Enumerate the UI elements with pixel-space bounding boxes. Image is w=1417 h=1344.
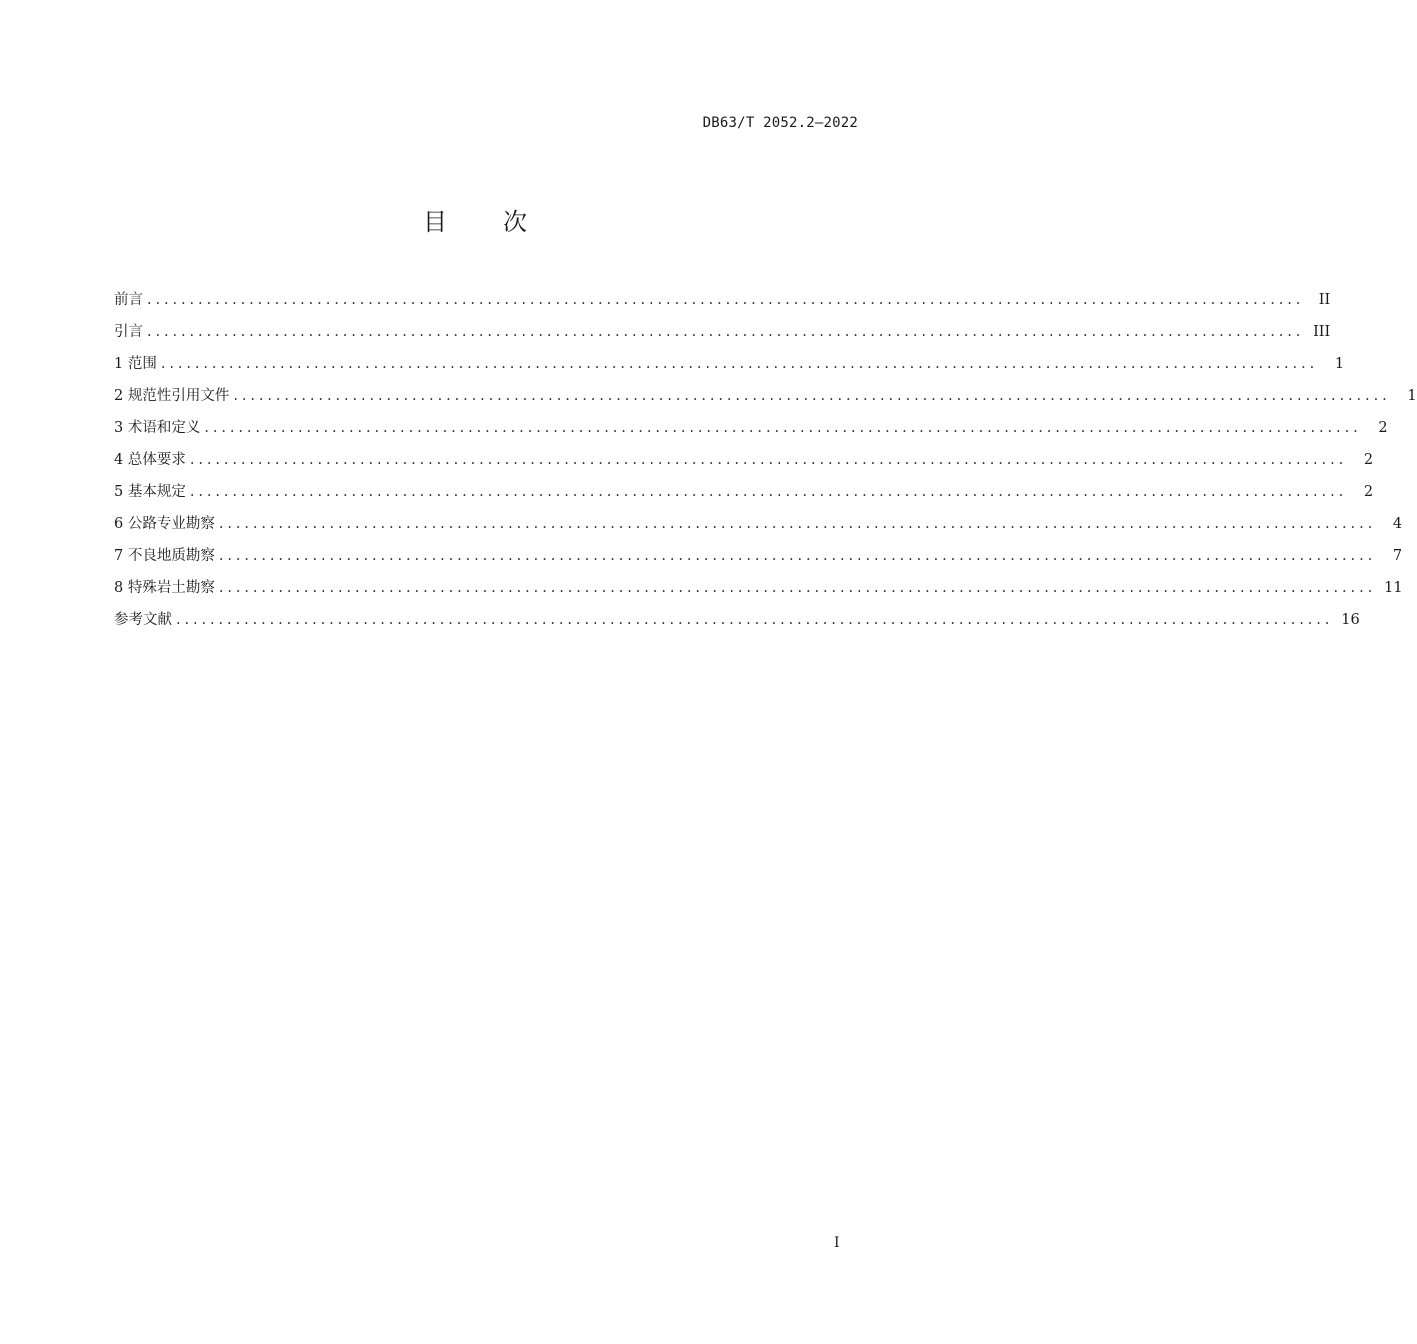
toc-entry-label: 参考文献 [114,612,172,628]
toc-entry-page: 2 [1378,420,1388,436]
toc-entry-scope[interactable] [114,352,1345,384]
toc-entry-label: 4 总体要求 [114,452,186,468]
leader-dots: ........................................................................................................................................ [147,324,1305,340]
toc-entry-page: II [1318,292,1331,308]
table-of-contents [114,288,1417,640]
leader-dots: ........................................................................................................................................ [160,356,1319,372]
leader-dots: ........................................................................................................................................ [176,612,1334,628]
toc-entry-highway-survey[interactable] [114,512,1403,544]
toc-entry-page: 16 [1341,612,1360,628]
standard-code: DB63/T 2052.2—2022 [702,115,858,131]
toc-entry-foreword[interactable] [114,288,1331,320]
toc-entry-special-soil[interactable] [114,576,1403,608]
leader-dots: ........................................................................................................................................ [233,388,1391,404]
leader-dots: ........................................................................................................................................ [147,292,1305,308]
page-title [0,202,950,237]
leader-dots: ........................................................................................................................................ [218,516,1377,532]
toc-entry-terms[interactable] [114,416,1388,448]
toc-entry-general-requirements[interactable] [114,448,1374,480]
toc-entry-page: III [1313,324,1331,340]
toc-entry-label: 1 范围 [114,356,157,372]
title-char-1: 目 [423,208,447,236]
toc-entry-page: 7 [1392,548,1403,564]
leader-dots: ........................................................................................................................................ [204,420,1362,436]
toc-entry-page: 1 [1407,388,1417,404]
toc-entry-basic-provisions[interactable] [114,480,1374,512]
toc-entry-label: 5 基本规定 [114,484,186,500]
title-char-2: 次 [503,208,527,236]
toc-entry-label: 前言 [114,292,143,308]
toc-entry-label: 2 规范性引用文件 [114,388,230,404]
leader-dots: ........................................................................................................................................ [218,580,1377,596]
toc-entry-label: 引言 [114,324,143,340]
toc-entry-label: 6 公路专业勘察 [114,516,215,532]
toc-entry-introduction[interactable] [114,320,1331,352]
toc-entry-page: 1 [1334,356,1345,372]
toc-entry-adverse-geology[interactable] [114,544,1403,576]
leader-dots: ........................................................................................................................................ [218,548,1377,564]
toc-entry-page: 4 [1392,516,1403,532]
toc-entry-page: 2 [1363,452,1374,468]
toc-entry-label: 7 不良地质勘察 [114,548,215,564]
leader-dots: ........................................................................................................................................ [189,484,1348,500]
toc-entry-normative-references[interactable] [114,384,1417,416]
toc-entry-label: 8 特殊岩土勘察 [114,580,215,596]
toc-entry-page: 2 [1363,484,1374,500]
leader-dots: ........................................................................................................................................ [189,452,1348,468]
toc-entry-bibliography[interactable] [114,608,1360,640]
toc-entry-page: 11 [1384,580,1403,596]
toc-entry-label: 3 术语和定义 [114,420,201,436]
page-number: I [834,1235,840,1251]
